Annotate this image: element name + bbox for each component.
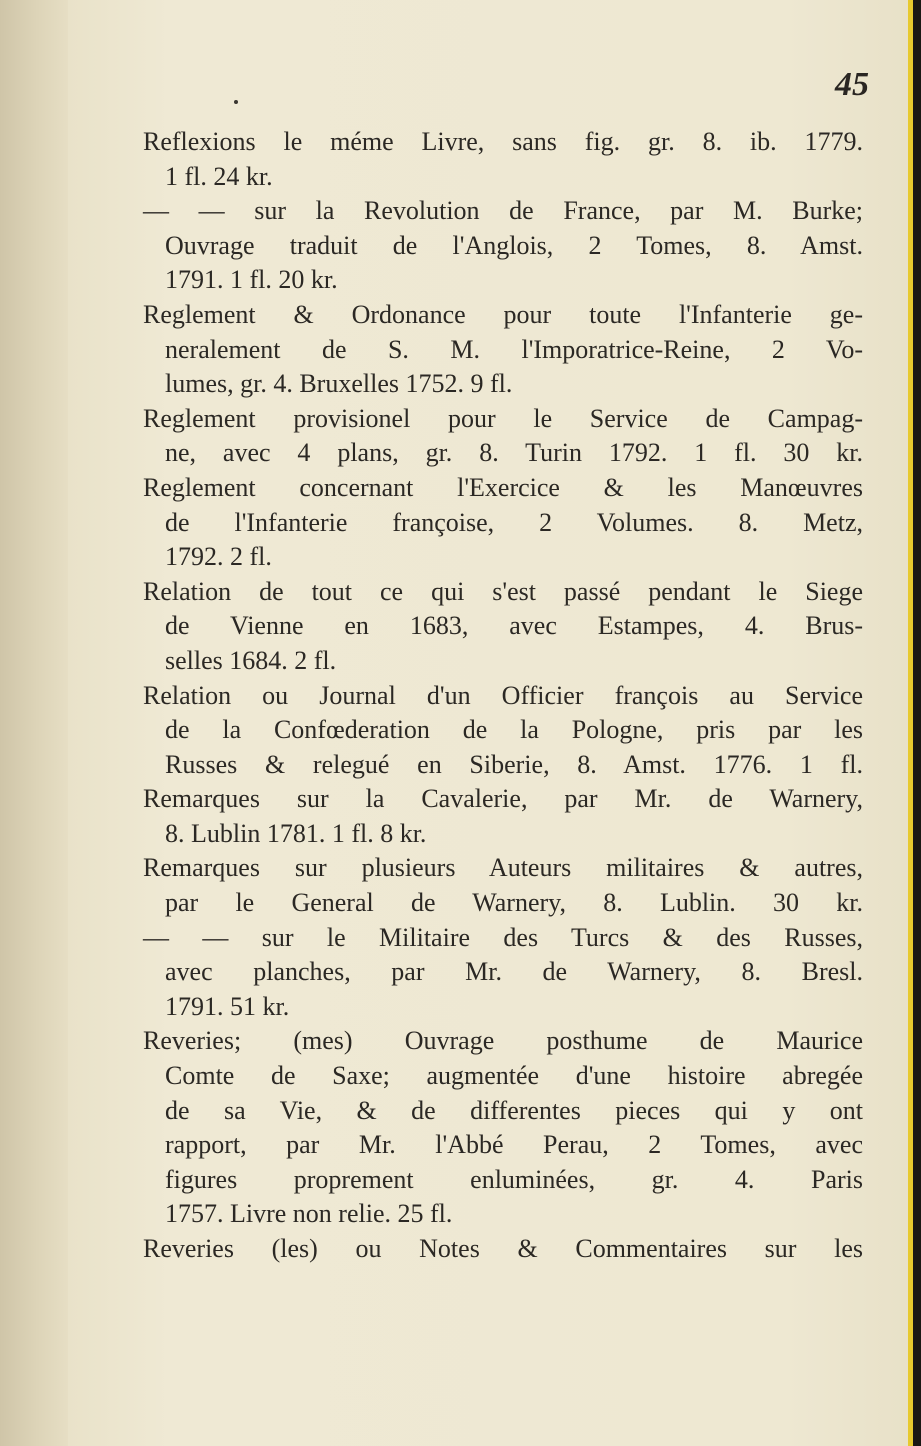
text-line: 8. Lublin 1781. 1 fl. 8 kr. (165, 818, 427, 848)
text-line: de la Confœderation de la Pologne, pris par les (165, 715, 863, 745)
text-line: de sa Vie, & de differentes pieces qui y ont (165, 1095, 863, 1125)
page-number: 45 (835, 66, 869, 103)
text-line: neralement de S. M. l'Imporatrice-Reine, 2 Vo- (165, 334, 863, 364)
text-line: Reveries (les) ou Notes & Commentaires sur les (143, 1234, 863, 1263)
text-line: de Vienne en 1683, avec Estampes, 4. Brus- (165, 611, 863, 641)
text-line: Comte de Saxe; augmentée d'une histoire abregée (165, 1061, 863, 1091)
book-spine-shadow (0, 0, 68, 1446)
text-line: 1791. 51 kr. (165, 991, 290, 1021)
text-line: 1792. 2 fl. (165, 542, 272, 572)
text-line: Relation de tout ce qui s'est passé pendant le Siege (143, 576, 863, 606)
text-line: Reglement & Ordonance pour toute l'Infanterie ge- (143, 299, 863, 329)
text-line: Reveries; (mes) Ouvrage posthume de Maurice (143, 1026, 863, 1056)
text-line: Reglement concernant l'Exercice & les Manœuvres (143, 472, 863, 502)
ink-dot (234, 100, 238, 104)
page-edge-dark (913, 0, 921, 1446)
text-line: — — sur la Revolution de France, par M. Burke; (143, 196, 863, 226)
catalogue-text (143, 125, 863, 1267)
text-line: 1757. Livre non relie. 25 fl. (165, 1199, 453, 1229)
text-line: rapport, par Mr. l'Abbé Perau, 2 Tomes, avec (165, 1130, 863, 1160)
text-line: Russes & relegué en Siberie, 8. Amst. 1776. 1 fl. (165, 749, 863, 779)
text-line: avec planches, par Mr. de Warnery, 8. Bresl. (165, 957, 863, 987)
text-line: Reglement provisionel pour le Service de Campag- (143, 403, 863, 433)
text-line: selles 1684. 2 fl. (165, 645, 337, 675)
text-line: 1 fl. 24 kr. (165, 161, 273, 191)
text-line: lumes, gr. 4. Bruxelles 1752. 9 fl. (165, 369, 513, 399)
text-line: Remarques sur plusieurs Auteurs militaires & autres, (143, 853, 863, 883)
text-line: Relation ou Journal d'un Officier françois au Service (143, 680, 863, 710)
text-line: 1791. 1 fl. 20 kr. (165, 265, 338, 295)
text-line: Reflexions le méme Livre, sans fig. gr. 8. ib. 1779. (143, 127, 863, 156)
text-line: — — sur le Militaire des Turcs & des Russes, (143, 922, 863, 952)
text-line: figures proprement enluminées, gr. 4. Paris (165, 1164, 863, 1194)
text-line: ne, avec 4 plans, gr. 8. Turin 1792. 1 fl. 30 kr. (165, 438, 863, 468)
text-line: Remarques sur la Cavalerie, par Mr. de Warnery, (143, 784, 863, 814)
text-line: Ouvrage traduit de l'Anglois, 2 Tomes, 8. Amst. (165, 230, 863, 260)
text-line: de l'Infanterie françoise, 2 Volumes. 8. Metz, (165, 507, 863, 537)
text-line: par le General de Warnery, 8. Lublin. 30 kr. (165, 888, 863, 918)
